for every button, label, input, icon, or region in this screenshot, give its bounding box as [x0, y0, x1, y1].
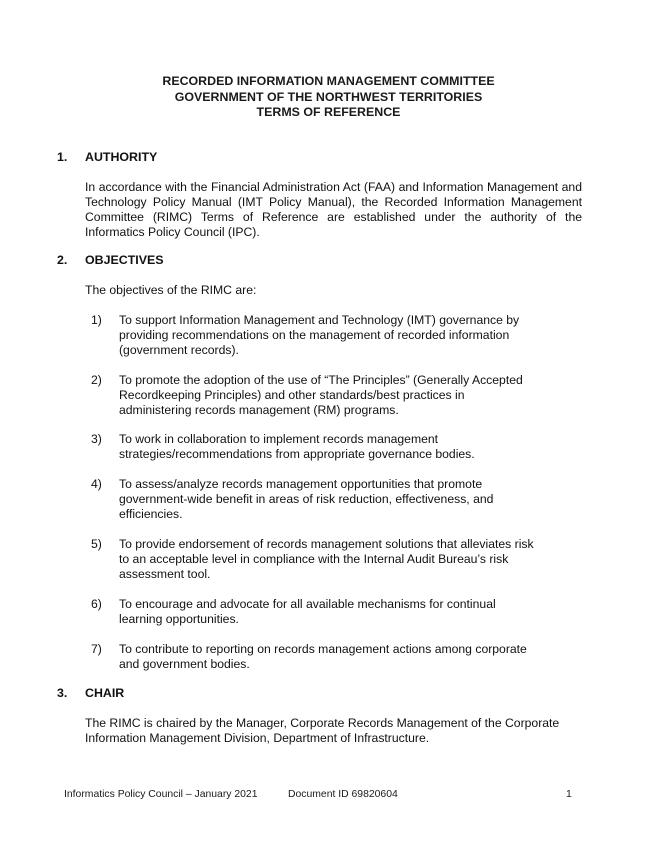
item-number: 2): [91, 373, 102, 387]
objective-item: [91, 373, 571, 418]
item-line: to an acceptable level in compliance with the Internal Audit Bureau’s risk: [119, 552, 509, 566]
item-line: To provide endorsement of records management solutions that alleviates risk: [119, 537, 534, 551]
item-line: To support Information Management and Technology (IMT) governance by: [119, 313, 520, 327]
section-heading-objectives: [57, 253, 164, 268]
objective-item: [91, 597, 571, 627]
item-line: To work in collaboration to implement records management: [119, 432, 439, 446]
authority-paragraph: In accordance with the Financial Administration Act (FAA) and Information Management and Technology Policy Manual (IMT Policy Manual), the Recorded Information Management Committee (RIMC) Terms of Reference are established under the authority of the Informatics Policy Council (IPC).: [85, 180, 582, 239]
item-line: To assess/analyze records management opportunities that promote: [119, 477, 483, 491]
item-line: learning opportunities.: [119, 612, 239, 626]
objectives-intro: The objectives of the RIMC are:: [85, 283, 257, 297]
item-number: 6): [91, 597, 102, 611]
chair-paragraph: [85, 716, 605, 746]
item-number: 5): [91, 537, 102, 551]
item-text: [119, 477, 571, 522]
chair-line: Information Management Division, Department of Infrastructure.: [85, 731, 430, 745]
item-number: 4): [91, 477, 102, 491]
section-number: 1.: [57, 150, 68, 164]
objective-item: [91, 537, 571, 582]
footer-council-date: Informatics Policy Council – January 2021: [64, 789, 258, 800]
item-line: To encourage and advocate for all available mechanisms for continual: [119, 597, 496, 611]
title-line-terms: TERMS OF REFERENCE: [256, 105, 401, 119]
item-line: strategies/recommendations from appropriate governance bodies.: [119, 447, 475, 461]
chair-line: The RIMC is chaired by the Manager, Corporate Records Management of the Corporate: [85, 716, 560, 730]
objective-item: [91, 642, 571, 672]
footer-document-id: Document ID 69820604: [288, 789, 398, 800]
item-number: 1): [91, 313, 102, 327]
item-line: assessment tool.: [119, 567, 211, 581]
section-heading-chair: [57, 686, 124, 701]
item-line: (government records).: [119, 343, 239, 357]
title-line-government: GOVERNMENT OF THE NORTHWEST TERRITORIES: [174, 89, 483, 104]
item-text: [119, 432, 571, 462]
section-title: CHAIR: [85, 686, 125, 700]
page-number: 1: [566, 789, 572, 800]
page-footer: [64, 788, 398, 801]
item-text: [119, 597, 571, 627]
item-line: Recordkeeping Principles) and other standards/best practices in: [119, 388, 465, 402]
item-number: 3): [91, 432, 102, 446]
section-heading-authority: [57, 150, 157, 165]
item-text: [119, 373, 571, 418]
item-number: 7): [91, 642, 102, 656]
item-line: administering records management (RM) programs.: [119, 403, 399, 417]
item-text: [119, 642, 571, 672]
section-title: OBJECTIVES: [85, 253, 164, 267]
item-line: To promote the adoption of the use of “The Principles” (Generally Accepted: [119, 373, 523, 387]
item-text: [119, 537, 571, 582]
item-line: To contribute to reporting on records management actions among corporate: [119, 642, 527, 656]
objective-item: [91, 313, 571, 358]
item-line: government-wide benefit in areas of risk reduction, effectiveness, and: [119, 492, 494, 506]
item-text: [119, 313, 571, 358]
document-title: [0, 74, 657, 121]
title-line-committee: RECORDED INFORMATION MANAGEMENT COMMITTEE: [162, 74, 495, 88]
item-line: and government bodies.: [119, 657, 250, 671]
section-number: 3.: [57, 686, 68, 700]
section-number: 2.: [57, 253, 68, 267]
item-line: providing recommendations on the management of recorded information: [119, 328, 510, 342]
objective-item: [91, 432, 571, 462]
item-line: efficiencies.: [119, 507, 183, 521]
objective-item: [91, 477, 571, 522]
section-title: AUTHORITY: [85, 150, 158, 164]
